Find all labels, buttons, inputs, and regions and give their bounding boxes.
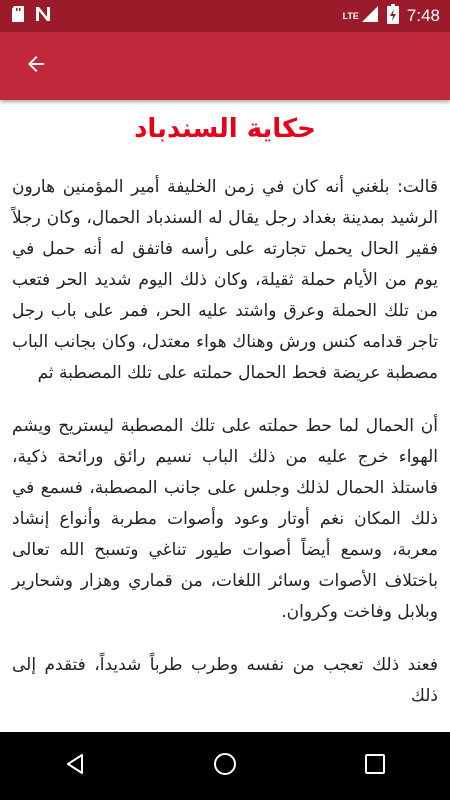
nav-recents-button[interactable] [345,736,405,796]
story-content[interactable] [0,100,450,732]
recents-square-icon [364,753,386,779]
story-paragraph: قالت: بلغني أنه كان في زمن الخليفة أمير المؤمنين هارون الرشيد بمدينة بغداد رجل يقال له السندباد الحمال، وكان رجلاً فقير الحال يحمل تجارته على رأسه فاتفق له أنه حمل في يوم من الأيام حملة ثقيلة، وكان ذلك اليوم شديد الحر فتعب من تلك الحملة وعرق واشتد عليه الحر، فمر على باب رجل تاجر قدامه كنس ورش وهناك هواء معتدل، وكان بجانب الباب مصطبة عريضة فحط الحمال حملته على تلك المصطبة ثم [12,177,438,383]
back-button[interactable] [8,38,64,94]
signal-icon [361,5,379,27]
sd-card-icon [10,5,26,27]
clock: 7:48 [406,6,440,25]
home-circle-icon [213,752,237,780]
story-paragraph: فعند ذلك تعجب من نفسه وطرب طرباً شديداً، فتقدم إلى ذلك [12,655,438,706]
story-paragraph: أن الحمال لما حط حملته على تلك المصطبة ليستريح ويشم الهواء خرج عليه من ذلك الباب نسيم رائق ورائحة ذكية، فاستلذ الحمال لذلك وجلس على جانب المصطبة، فسمع في ذلك المكان نغم أوتار وعود وأصوات مطربة وأنواع إنشاد معربة، وسمع أيضاً أصوات طيور تناغي وتسبح الله تعالى باختلاف الأصوات وسائر اللغات، من قماري وهزار وشحارير وبلابل وفاخت وكروان. [12,416,438,622]
nav-back-button[interactable] [45,736,105,796]
network-type-label: LTE [342,11,359,21]
app-bar [0,32,450,100]
battery-charging-icon [387,4,399,28]
navigation-bar [0,732,450,800]
nav-home-button[interactable] [195,736,255,796]
notification-n-icon [34,5,52,27]
story-title: حكاية السندباد [134,114,316,144]
back-triangle-icon [63,752,87,780]
status-right [343,4,440,28]
status-bar [0,0,450,32]
arrow-back-icon [24,52,48,80]
status-left [10,5,52,27]
